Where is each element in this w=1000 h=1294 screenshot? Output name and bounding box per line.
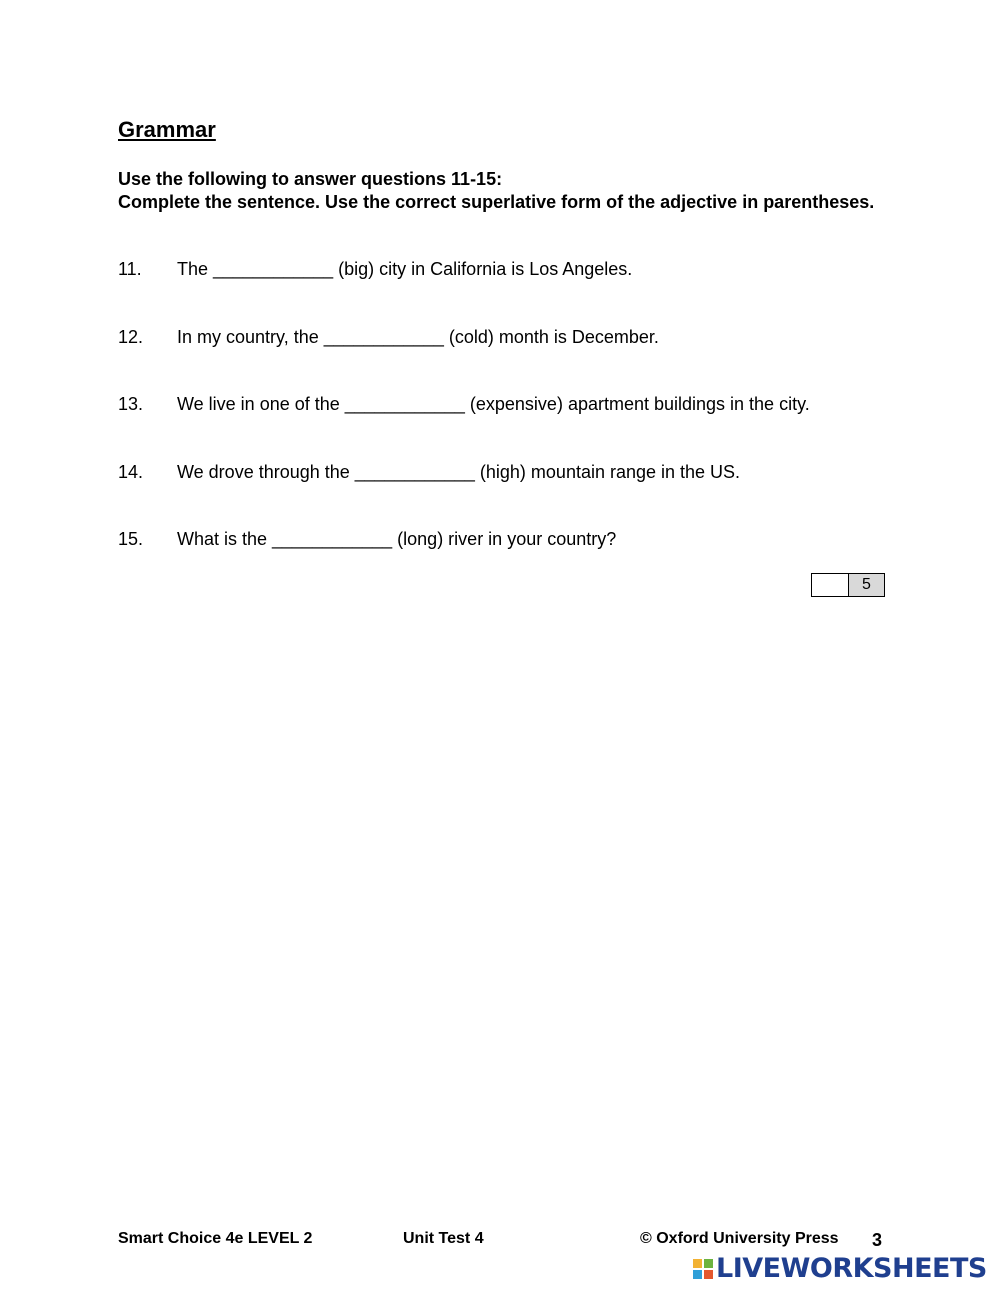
- footer-course: Smart Choice 4e LEVEL 2: [118, 1230, 313, 1247]
- section-title: Grammar: [118, 117, 216, 142]
- score-total: 5: [849, 574, 884, 596]
- question-number: 12.: [118, 327, 144, 347]
- question-11: [118, 258, 632, 280]
- question-number: 13.: [118, 394, 144, 414]
- question-15: [118, 528, 616, 550]
- question-number: 15.: [118, 529, 144, 549]
- score-box: [811, 573, 885, 597]
- question-text: The ____________ (big) city in California is Los Angeles.: [177, 259, 633, 279]
- instructions-line-1: Use the following to answer questions 11-15:: [118, 169, 503, 189]
- footer-test: Unit Test 4: [403, 1230, 484, 1247]
- footer-copyright: © Oxford University Press: [640, 1230, 839, 1247]
- brand-name: LIVEWORKSHEETS: [716, 1253, 987, 1284]
- question-text: We live in one of the ____________ (expensive) apartment buildings in the city.: [177, 394, 810, 414]
- question-text: In my country, the ____________ (cold) month is December.: [177, 327, 659, 347]
- question-text: What is the ____________ (long) river in your country?: [177, 529, 617, 549]
- brand-logo-icon: [692, 1258, 714, 1280]
- liveworksheets-logo: [692, 1254, 987, 1284]
- question-number: 14.: [118, 462, 144, 482]
- question-13: [118, 393, 810, 415]
- instructions-line-2: Complete the sentence. Use the correct superlative form of the adjective in parentheses.: [118, 192, 875, 212]
- page-number: 3: [872, 1230, 883, 1250]
- question-text: We drove through the ____________ (high) mountain range in the US.: [177, 462, 741, 482]
- question-14: [118, 461, 740, 483]
- instructions: [118, 168, 878, 214]
- question-12: [118, 326, 659, 348]
- question-number: 11.: [118, 259, 142, 279]
- score-input[interactable]: [812, 574, 849, 596]
